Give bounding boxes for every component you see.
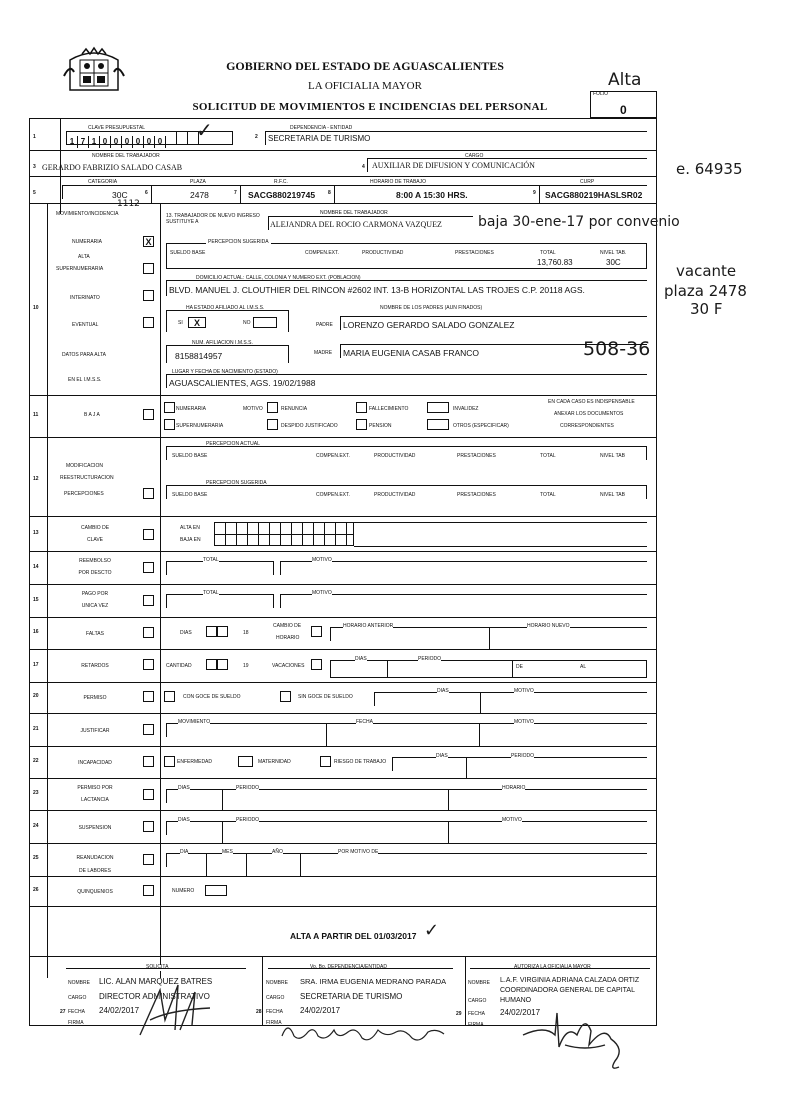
handwritten-1112: 1112 [117, 199, 140, 209]
despido-checkbox[interactable] [267, 419, 278, 430]
numeraria-label: NUMERARIA [72, 239, 103, 245]
baja-numeraria-checkbox[interactable] [164, 402, 175, 413]
sin-goce-checkbox[interactable] [280, 691, 291, 702]
percepcion-label: PERCEPCION SUGERIDA [208, 239, 269, 245]
sec10-num: 10 [33, 305, 39, 311]
reanudacion-checkbox[interactable] [143, 854, 154, 865]
numeraria-checkbox[interactable]: X [143, 236, 154, 247]
alta-partir: ALTA A PARTIR DEL 01/03/2017 [290, 931, 417, 941]
header-line3: SOLICITUD DE MOVIMIENTOS E INCIDENCIAS DEL PERSONAL [192, 101, 548, 113]
sust-nombre-label: NOMBRE DEL TRABAJADOR [320, 210, 388, 216]
pago-unica-checkbox[interactable] [143, 595, 154, 606]
faltas-dias-2[interactable] [217, 626, 228, 637]
cambio-clave-checkbox[interactable] [143, 529, 154, 540]
signature-vobo [278, 1018, 448, 1046]
baja-checkbox[interactable] [143, 409, 154, 420]
quinquenios-numero[interactable] [205, 885, 227, 896]
handwritten-alta: Alta [608, 70, 642, 90]
nivel-value: 30C [606, 258, 621, 267]
curp-value: SACG880219HASLSR02 [545, 190, 643, 200]
vobo-label: Vo. Bo. DEPENDENCIA/ENTIDAD [310, 964, 387, 970]
horario-label: HORARIO DE TRABAJO [370, 179, 427, 185]
quinquenios-checkbox[interactable] [143, 885, 154, 896]
nombre-label: NOMBRE DEL TRABAJADOR [92, 153, 160, 159]
permiso-checkbox[interactable] [143, 691, 154, 702]
padre-value: LORENZO GERARDO SALADO GONZALEZ [343, 320, 515, 330]
solicita-label: SOLICITA [146, 964, 169, 970]
plaza-value: 2478 [190, 190, 209, 200]
sustituye-label: 13. TRABAJADOR DE NUEVO INGRESO SUSTITUYE A [166, 213, 260, 225]
clave-label: CLAVE PRESUPUESTAL [88, 125, 146, 131]
pension-checkbox[interactable] [356, 419, 367, 430]
signature-autoriza [515, 1005, 635, 1075]
interinato-checkbox[interactable] [143, 290, 154, 301]
fallecimiento-checkbox[interactable] [356, 402, 367, 413]
justificar-checkbox[interactable] [143, 724, 154, 735]
domicilio-value: BLVD. MANUEL J. CLOUTHIER DEL RINCON #2602 INT. 13-B HORIZONTAL LAS TROJES C.P. 20118 AGS. [169, 285, 585, 295]
curp-label: CURP [580, 179, 595, 185]
check-mark: ✓ [196, 118, 213, 142]
folio-value: 0 [620, 103, 627, 117]
baja-label: B A J A [84, 412, 100, 418]
no-checkbox[interactable] [253, 317, 277, 328]
percepciones-checkbox[interactable] [143, 488, 154, 499]
domicilio-label: DOMICILIO ACTUAL: CALLE, COLONIA Y NUMERO EXT. (POBLACION) [196, 275, 361, 281]
renuncia-checkbox[interactable] [267, 402, 278, 413]
afiliacion-value: 8158814957 [175, 351, 223, 361]
clave-presupuestal: 1 7 1 0 0 0 0 0 0 [66, 131, 233, 145]
padres-label: NOMBRE DE LOS PADRES (AUN FINADOS) [380, 305, 483, 311]
vacaciones-checkbox[interactable] [311, 659, 322, 670]
lugar-label: LUGAR Y FECHA DE NACIMIENTO (ESTADO) [172, 369, 278, 375]
reembolso-checkbox[interactable] [143, 562, 154, 573]
rfc-label: R.F.C. [274, 179, 288, 185]
rfc-value: SACG880219745 [248, 190, 316, 200]
horario-value: 8:00 A 15:30 HRS. [396, 190, 468, 200]
folio-label: FOLIO [593, 91, 609, 97]
enfermedad-checkbox[interactable] [164, 756, 175, 767]
plaza-label: PLAZA [190, 179, 206, 185]
suspension-checkbox[interactable] [143, 821, 154, 832]
si-checkbox[interactable]: X [188, 317, 206, 328]
handwritten-vacante: vacante [676, 262, 737, 280]
eventual-label: EVENTUAL [72, 322, 99, 328]
supernumeraria-checkbox[interactable] [143, 263, 154, 274]
retardos-cant-1[interactable] [206, 659, 217, 670]
dependencia-label: DEPENDENCIA - ENTIDAD [290, 125, 353, 131]
lugar-value: AGUASCALIENTES, AGS. 19/02/1988 [169, 378, 316, 388]
otros-checkbox[interactable] [427, 419, 449, 430]
supernumeraria-label: SUPERNUMERARIA [56, 266, 104, 272]
maternidad-checkbox[interactable] [238, 756, 253, 767]
cargo-label: CARGO [465, 153, 484, 159]
state-seal [62, 46, 126, 92]
baja-supernumeraria-checkbox[interactable] [164, 419, 175, 430]
faltas-dias-1[interactable] [206, 626, 217, 637]
lactancia-checkbox[interactable] [143, 789, 154, 800]
cargo-value: AUXILIAR DE DIFUSION Y COMUNICACIÓN [372, 161, 535, 170]
nombre-value: GERARDO FABRIZIO SALADO CASAB [42, 163, 183, 172]
signature-solicita [130, 980, 220, 1040]
categoria-value: 30C [112, 190, 128, 200]
header-line1: GOBIERNO DEL ESTADO DE AGUASCALIENTES [226, 59, 504, 73]
header-line2: LA OFICIALIA MAYOR [308, 80, 422, 92]
interinato-label: INTERINATO [70, 295, 100, 301]
en-imss-label: EN EL I.M.S.S. [68, 377, 102, 383]
retardos-cant-2[interactable] [217, 659, 228, 670]
cambio-horario-checkbox[interactable] [311, 626, 322, 637]
categoria-label: CATEGORIA [88, 179, 118, 185]
afiliacion-label: NUM. AFILIACION I.M.S.S. [192, 340, 253, 346]
riesgo-checkbox[interactable] [320, 756, 331, 767]
faltas-checkbox[interactable] [143, 627, 154, 638]
handwritten-expediente: e. 64935 [676, 160, 743, 178]
handwritten-number: 508-36 [583, 338, 651, 360]
handwritten-plaza: plaza 2478 [664, 282, 747, 300]
movimiento-label: MOVIMIENTO/INCIDENCIA [56, 211, 119, 217]
alta-label: ALTA [78, 254, 90, 260]
handwritten-plaza-cat: 30 F [690, 300, 723, 318]
incapacidad-checkbox[interactable] [143, 756, 154, 767]
con-goce-checkbox[interactable] [164, 691, 175, 702]
total-value: 13,760.83 [537, 258, 573, 267]
sust-nombre-value: ALEJANDRA DEL ROCIO CARMONA VAZQUEZ [270, 220, 442, 229]
retardos-checkbox[interactable] [143, 659, 154, 670]
invalidez-checkbox[interactable] [427, 402, 449, 413]
autoriza-label: AUTORIZA LA OFICIALIA MAYOR [514, 964, 591, 970]
datos-alta-label: DATOS PARA ALTA [62, 352, 106, 358]
dependencia-value: SECRETARIA DE TURISMO [268, 134, 371, 143]
eventual-checkbox[interactable] [143, 317, 154, 328]
madre-value: MARIA EUGENIA CASAB FRANCO [343, 348, 480, 358]
alta-check-mark: ✓ [424, 920, 440, 941]
handwritten-baja-note: baja 30-ene-17 por convenio [478, 214, 680, 230]
afiliado-label: HA ESTADO AFILIADO AL I.M.S.S. [186, 305, 265, 311]
